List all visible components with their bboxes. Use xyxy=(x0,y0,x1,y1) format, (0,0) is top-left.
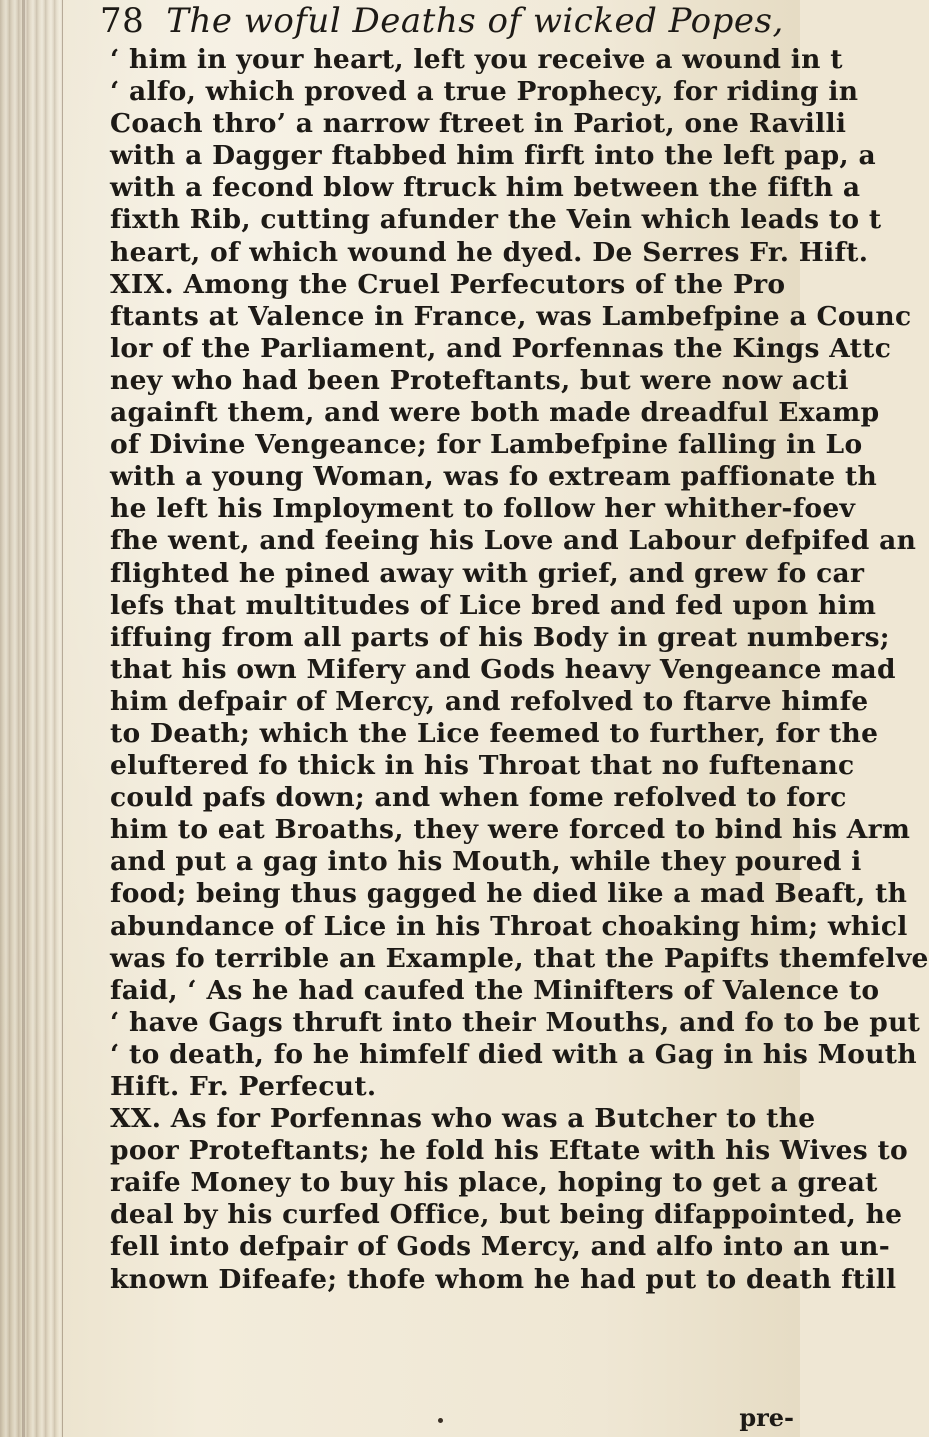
ink-speck xyxy=(438,1418,443,1423)
text-line: with a young Woman, was fo extream paffionate th xyxy=(110,461,878,493)
text-line: lor of the Parliament, and Porfennas the Kings Attc xyxy=(110,332,892,364)
running-head xyxy=(100,0,800,44)
text-line: him defpair of Mercy, and refolved to ftarve himfe xyxy=(110,685,869,717)
text-line: that his own Mifery and Gods heavy Vengeance mad xyxy=(110,653,896,685)
text-line: fixth Rib, cutting afunder the Vein which leads to t xyxy=(110,204,882,236)
body-text xyxy=(110,44,929,1296)
text-line: and put a gag into his Mouth, while they poured i xyxy=(110,846,862,878)
text-line: fhe went, and feeing his Love and Labour defpifed an xyxy=(110,525,917,557)
text-line: abundance of Lice in his Throat choaking him; whicl xyxy=(110,910,908,942)
text-line: of Divine Vengeance; for Lambefpine falling in Lo xyxy=(110,429,863,461)
text-line: deal by his curfed Office, but being difappointed, he xyxy=(110,1199,903,1231)
text-line: ‘ alfo, which proved a true Prophecy, for riding in xyxy=(110,76,859,108)
text-line: flighted he pined away with grief, and grew fo car xyxy=(110,557,865,589)
text-line: Coach thro’ a narrow ftreet in Pariot, one Ravilli xyxy=(110,108,847,140)
text-line: to Death; which the Lice feemed to further, for the xyxy=(110,717,879,749)
text-line: lefs that multitudes of Lice bred and fed upon him xyxy=(110,589,877,621)
text-line: ‘ have Gags thruft into their Mouths, and fo to be put xyxy=(110,1006,921,1038)
text-line: ‘ to death, fo he himfelf died with a Gag in his Mouth xyxy=(110,1038,917,1070)
text-line: eluftered fo thick in his Throat that no fuftenanc xyxy=(110,750,855,782)
text-line: raife Money to buy his place, hoping to get a great xyxy=(110,1167,878,1199)
text-line: ‘ him in your heart, left you receive a wound in t xyxy=(110,44,843,75)
page-binding-edge xyxy=(0,0,63,1437)
text-line: ftants at Valence in France, was Lambefpine a Counc xyxy=(110,300,912,332)
text-line: ney who had been Proteftants, but were now acti xyxy=(110,364,849,396)
text-line: was fo terrible an Example, that the Papifts themfelve xyxy=(110,942,929,974)
section-heading-line: XIX. Among the Cruel Perfecutors of the Pro xyxy=(110,268,786,300)
catchword: pre- xyxy=(739,1403,794,1432)
text-line: with a fecond blow ftruck him between the fifth a xyxy=(110,172,861,204)
text-line: faid, ‘ As he had caufed the Minifters of Valence to xyxy=(110,974,880,1006)
text-line: could pafs down; and when fome refolved to forc xyxy=(110,782,847,814)
text-line: food; being thus gagged he died like a mad Beaft, th xyxy=(110,878,908,910)
text-line: iffuing from all parts of his Body in great numbers; xyxy=(110,621,890,653)
text-line: he left his Imployment to follow her whither-foev xyxy=(110,493,856,525)
page-number: 78 xyxy=(100,1,145,41)
citation-line: Hift. Fr. Perfecut. xyxy=(110,1071,377,1102)
text-line: fell into defpair of Gods Mercy, and alfo into an un- xyxy=(110,1231,891,1263)
text-line: with a Dagger ftabbed him firft into the left pap, a xyxy=(110,140,876,172)
text-line: poor Proteftants; he fold his Eftate with his Wives to xyxy=(110,1135,909,1167)
text-line: him to eat Broaths, they were forced to bind his Arm xyxy=(110,814,911,846)
text-line: againft them, and were both made dreadful Examp xyxy=(110,397,880,429)
text-line: heart, of which wound he dyed. De Serres Fr. Hift. xyxy=(110,236,869,268)
running-title: The woful Deaths of wicked Popes, xyxy=(166,1,784,41)
text-line: known Difeafe; thofe whom he had put to death ftill xyxy=(110,1263,897,1295)
section-heading-line: XX. As for Porfennas who was a Butcher to the xyxy=(110,1103,816,1135)
